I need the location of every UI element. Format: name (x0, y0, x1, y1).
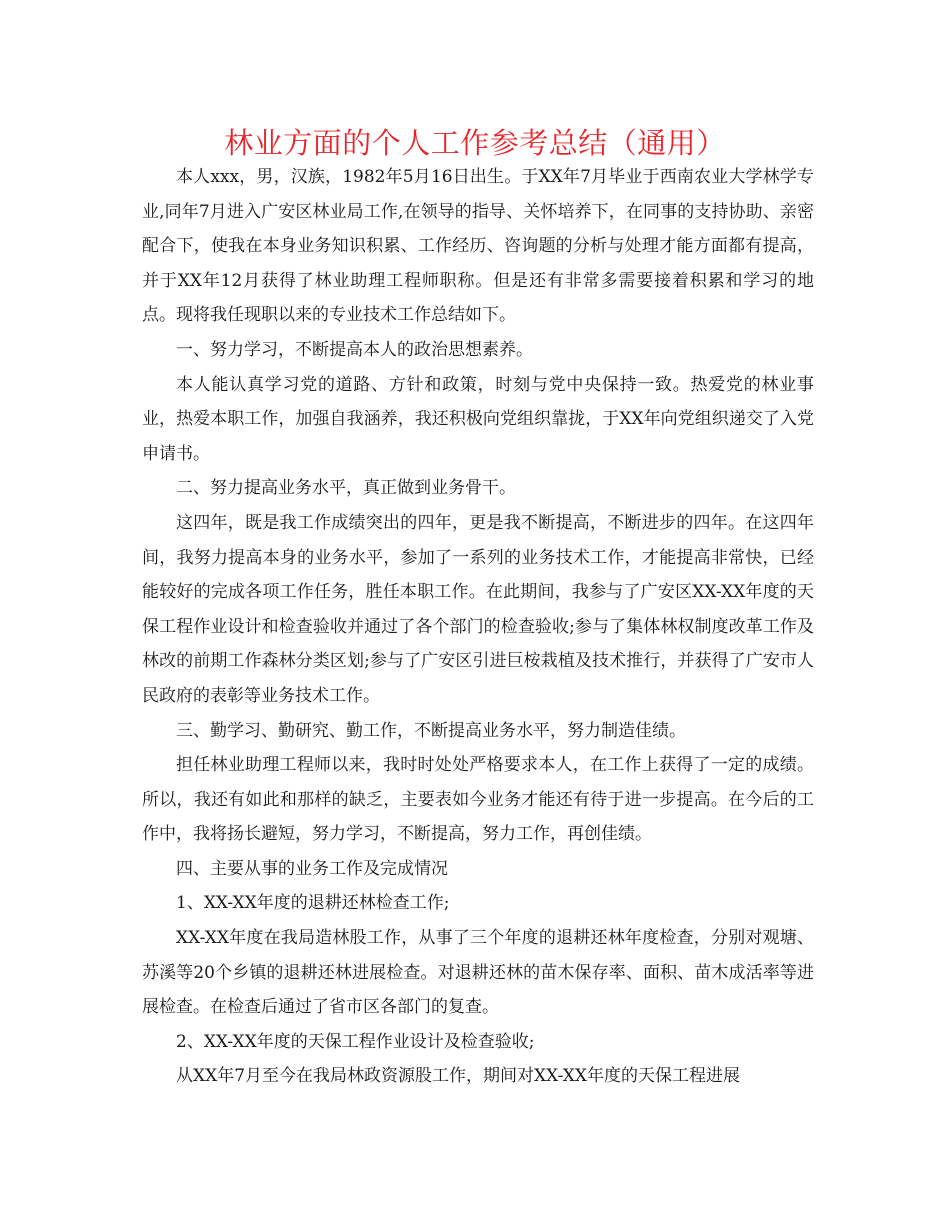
document-title: 林业方面的个人工作参考总结（通用） (224, 126, 726, 160)
paragraph-reforestation: XX-XX年度在我局造林股工作，从事了三个年度的退耕还林年度检查，分别对观塘、苏溪等20个乡镇的退耕还林进展检查。对退耕还林的苗木保存率、面积、苗木成活率等进展检查。在检查后通过了省市区各部门的复查。 (142, 928, 814, 1018)
paragraph-intro: 本人xxx，男，汉族，1982年5月16日出生。于XX年7月毕业于西南农业大学林学专业,同年7月进入广安区林业局工作,在领导的指导、关怀培养下，在同事的支持协助、亲密配合下，使我在本身业务知识积累、工作经历、咨询题的分析与处理才能方面都有提高，并于XX年12月获得了林业助理工程师职称。但是还有非常多需要接着积累和学习的地点。现将我任现职以来的专业技术工作总结如下。 (142, 167, 814, 326)
paragraph-achievements: 担任林业助理工程师以来，我时时处处严格要求本人，在工作上获得了一定的成绩。所以，我还有如此和那样的缺乏，主要表如今业务才能还有待于进一步提高。在今后的工作中，我将扬长避短，努力学习，不断提高，努力工作，再创佳绩。 (142, 755, 814, 845)
section-heading-1: 一、努力学习，不断提高本人的政治思想素养。 (176, 339, 533, 360)
section-heading-3: 三、勤学习、勤研究、勤工作，不断提高业务水平，努力制造佳绩。 (176, 720, 686, 741)
subheading-2: 2、XX-XX年度的天保工程作业设计及检查验收; (176, 1031, 535, 1052)
paragraph-politics: 本人能认真学习党的道路、方针和政策，时刻与党中央保持一致。热爱党的林业事业，热爱本职工作，加强自我涵养，我还积极向党组织靠拢，于XX年向党组织递交了入党申请书。 (142, 374, 814, 464)
section-heading-2: 二、努力提高业务水平，真正做到业务骨干。 (176, 478, 516, 499)
paragraph-four-years: 这四年，既是我工作成绩突出的四年，更是我不断提高，不断进步的四年。在这四年间，我努力提高本身的业务水平，参加了一系列的业务技术工作，才能提高非常快，已经能较好的完成各项工作任务，胜任本职工作。在此期间，我参与了广安区XX-XX年度的天保工程作业设计和检查验收并通过了各个部门的检查验收;参与了集体林权制度改革工作及林改的前期工作森林分类区划;参与了广安区引进巨桉栽植及技术推行，并获得了广安市人民政府的表彰等业务技术工作。 (142, 512, 814, 706)
paragraph-forest-protection: 从XX年7月至今在我局林政资源股工作，期间对XX-XX年度的天保工程进展 (176, 1066, 740, 1087)
section-heading-4: 四、主要从事的业务工作及完成情况 (176, 858, 448, 879)
document-body (142, 160, 814, 1094)
subheading-1: 1、XX-XX年度的退耕还林检查工作; (176, 893, 450, 914)
